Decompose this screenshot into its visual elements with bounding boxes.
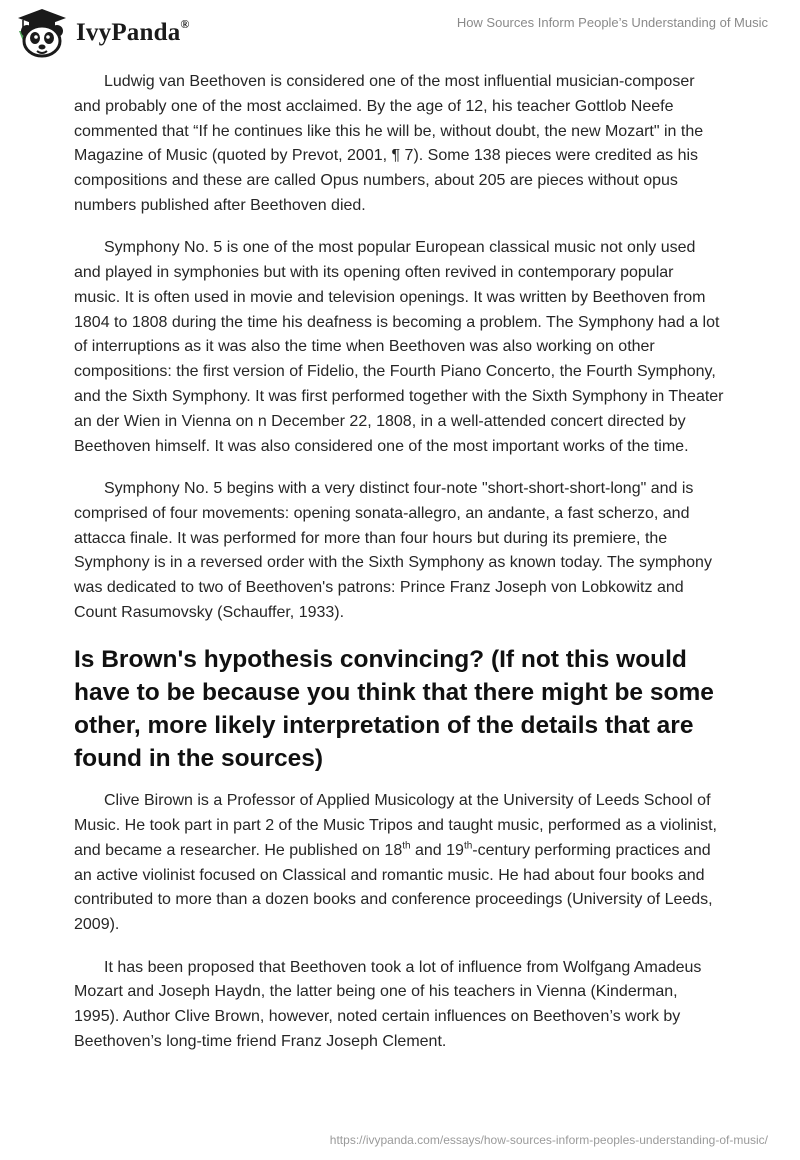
ordinal-suffix: th: [402, 840, 411, 852]
paragraph-2: Symphony No. 5 is one of the most popular European classical music not only used and played in symphonies but with its opening often revived in contemporary popular music. It is often used in movie and television openings. It was written by Beethoven from 1804 to 1808 during the time his deafness is becoming a problem. The Symphony had a lot of interruptions as it was also the time when Beethoven was also working on other compositions: the first version of Fidelio, the Fourth Piano Concerto, the Fourth Symphony, and the Sixth Symphony. It was first performed together with the Sixth Symphony in Theater an der Wien in Vienna on n December 22, 1808, in a well-attended concert directed by Beethoven himself. It was also considered one of the most important works of the time.: [74, 239, 724, 455]
ordinal-suffix: th: [463, 840, 473, 852]
paragraph-5: It has been proposed that Beethoven took a lot of influence from Wolfgang Amadeus Mozart and Joseph Haydn, the latter being one of his teachers in Vienna (Kinderman, 1995). Author Clive Brown, however, noted certain influences on Beethoven’s work by Beethoven’s long-time friend Franz Joseph Clement.: [74, 958, 702, 1050]
source-url-link[interactable]: https://ivypanda.com/essays/how-sources-inform-peoples-understanding-of-music/: [329, 1133, 768, 1147]
paragraph-3: Symphony No. 5 begins with a very distinct four-note "short-short-short-long" and is comprised of four movements: opening sonata-allegro, an andante, a fast scherzo, and attacca finale. It was performed for more than four hours but during its premiere, the Symphony is in a reversed order with the Sixth Symphony as known today. The symphony was dedicated to two of Beethoven's patrons: Prince Franz Joseph von Lobkowitz and Count Rasumovsky (Schauffer, 1933).: [74, 479, 712, 621]
registered-mark: ®: [180, 17, 190, 31]
document-title: How Sources Inform People’s Understanding of Music: [456, 15, 768, 30]
paragraph-4: Clive Birown is a Professor of Applied Musicology at the University of Leeds School of Music. He took part in part 2 of the Music Tripos and taught music, performed as a violinist, and became a researcher. He published on 18th and 19th-century performing practices and an active violinist focused on Classical and romantic music. He had about four books and contributed to more than a dozen books and conference proceedings (University of Leeds, 2009).: [74, 792, 717, 934]
panda-graduate-icon: [15, 7, 69, 59]
paragraph-1: Ludwig van Beethoven is considered one of the most influential musician-composer and probably one of the most acclaimed. By the age of 12, his teacher Gottlob Neefe commented that “If he continues like this he will be, without doubt, the new Mozart" in the Magazine of Music (quoted by Prevot, 2001, ¶ 7). Some 138 pieces were credited as his compositions and these are called Opus numbers, about 205 are pieces without opus numbers published after Beethoven died.: [74, 73, 704, 214]
essay-body: [74, 70, 724, 1072]
brand-name: IvyPanda®: [76, 17, 190, 46]
section-heading: Is Brown's hypothesis convincing? (If not this would have to be because you think that there might be some other, more likely interpretation of the details that are found in the sources): [74, 646, 714, 773]
page-header: [0, 0, 800, 62]
ivypanda-logo[interactable]: [15, 7, 215, 59]
